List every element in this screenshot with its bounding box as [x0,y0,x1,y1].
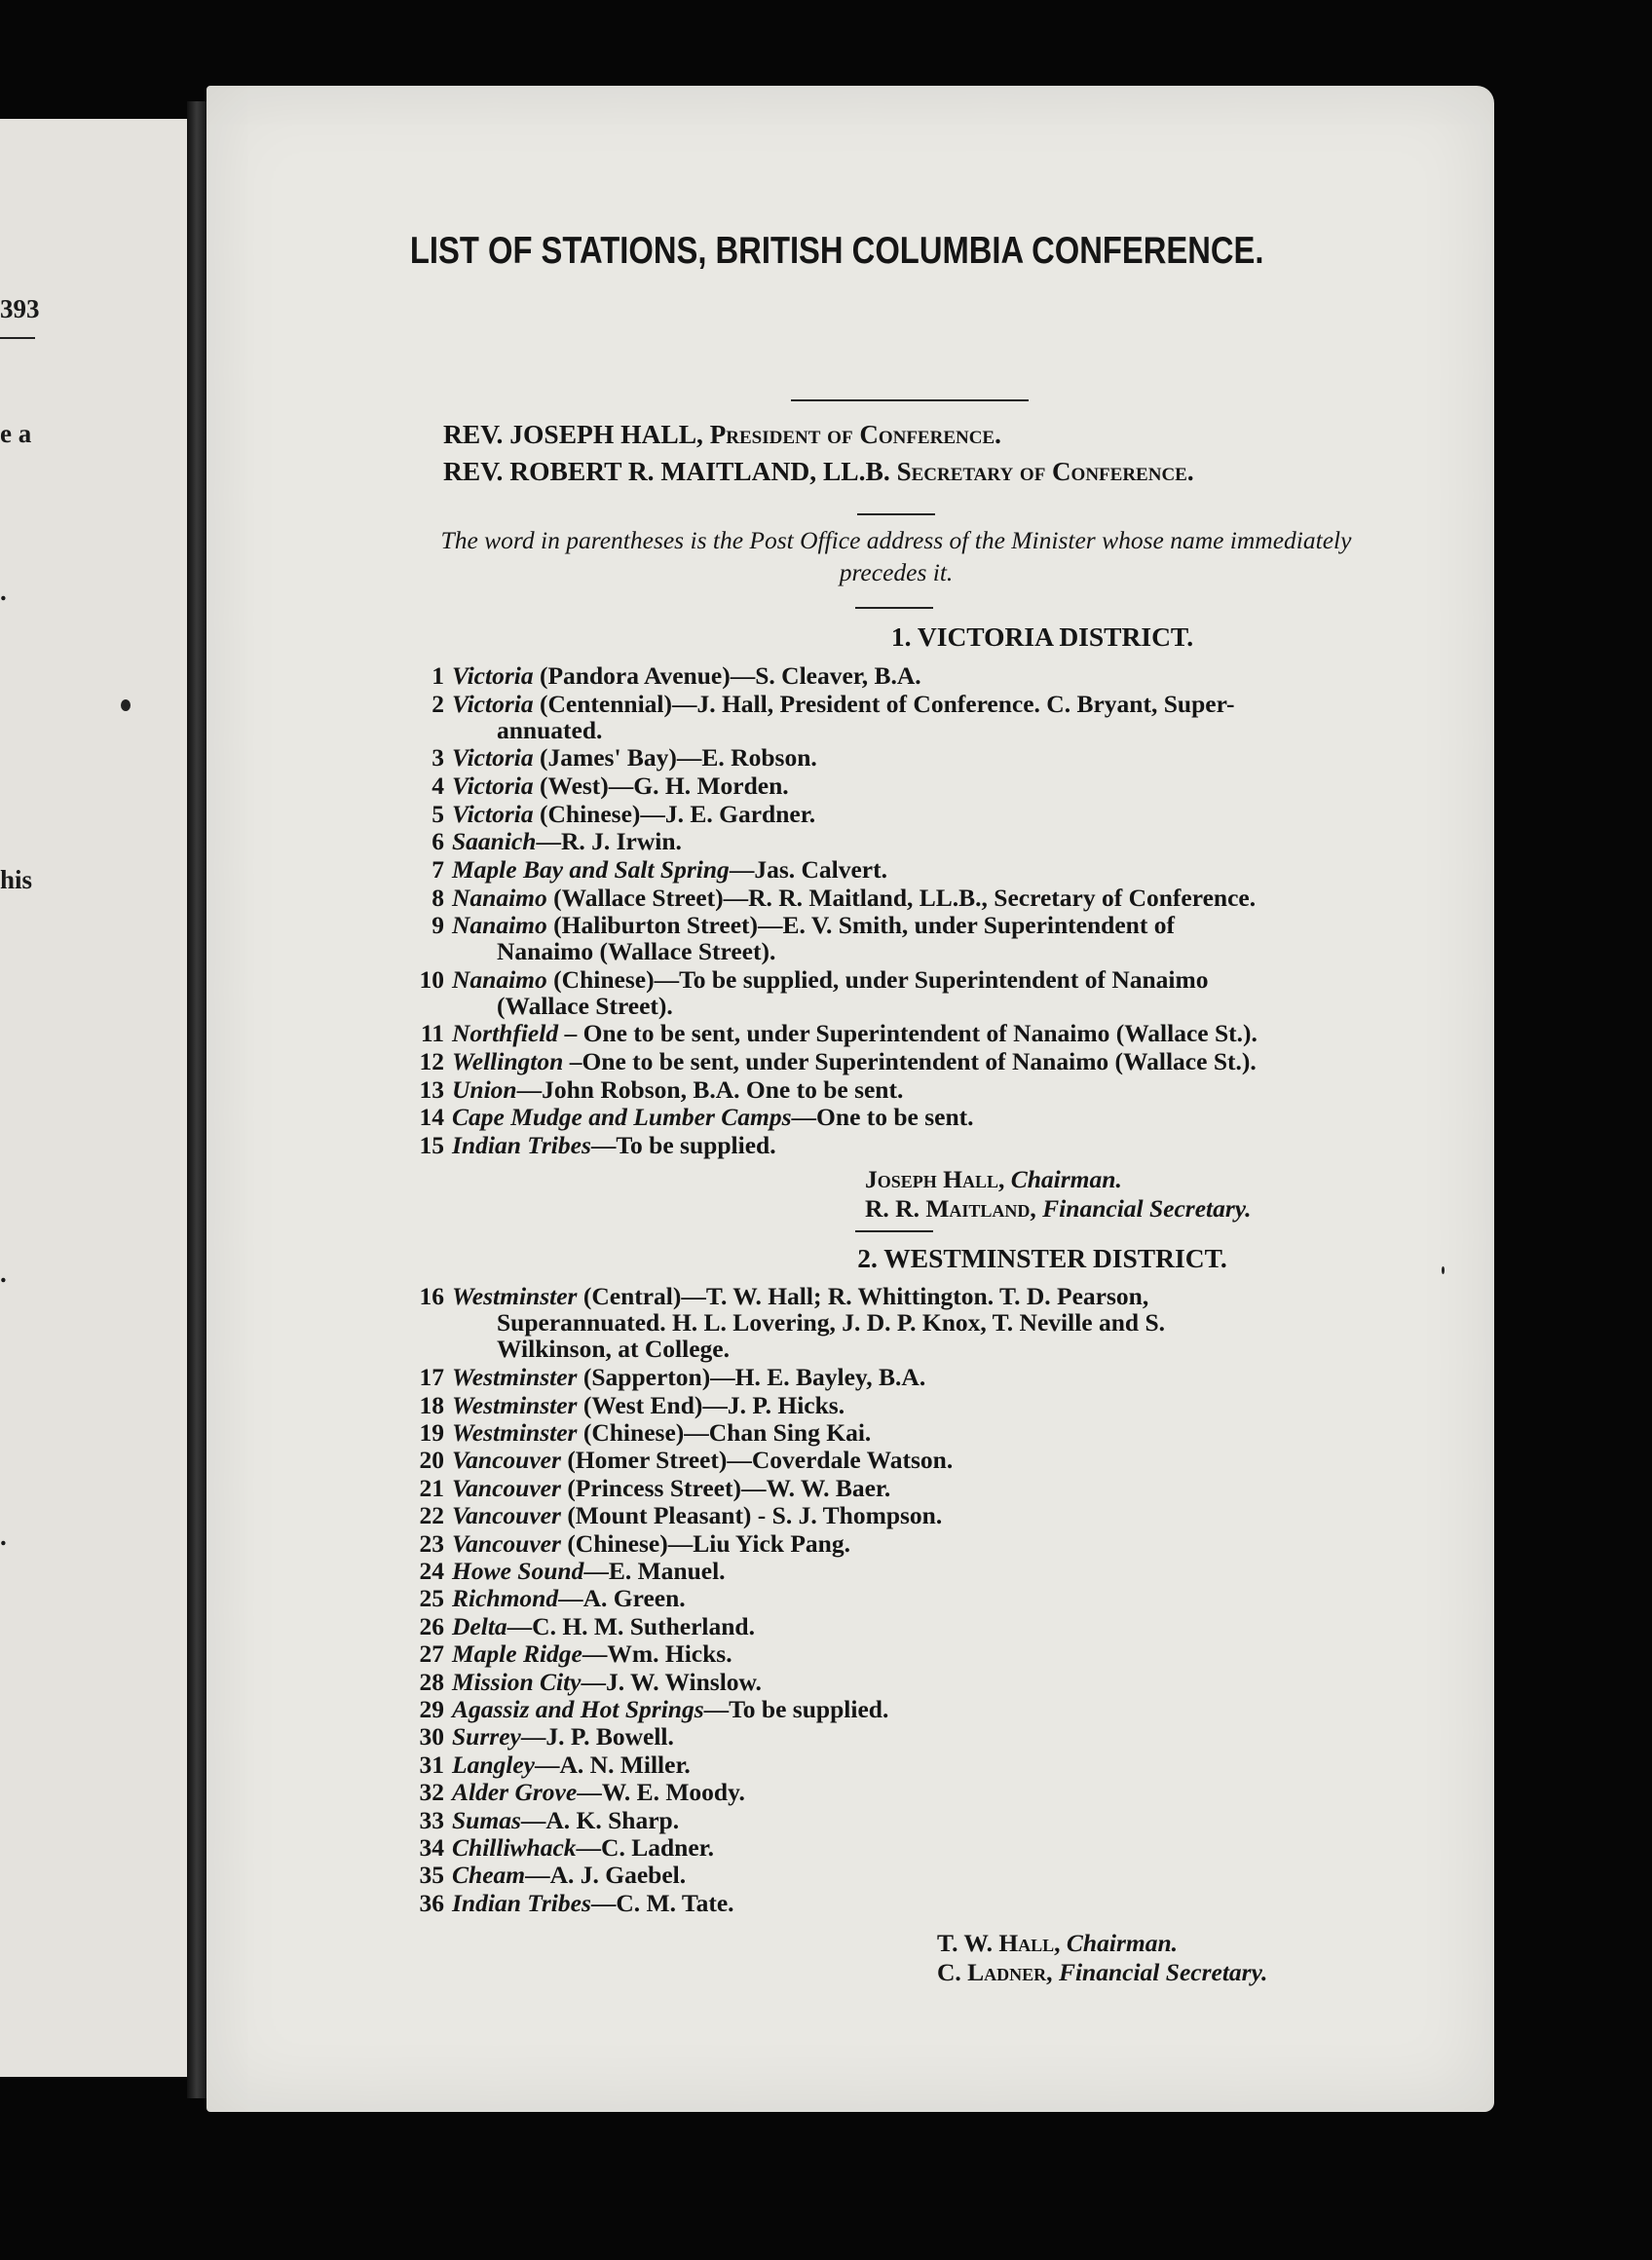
district-signature [865,1194,1252,1224]
station-number: 1 [432,661,444,690]
district-signature [937,1929,1178,1958]
left-fragment: . [0,1522,7,1551]
officer-role: President of Conference. [709,420,1001,449]
station-place: Cheam [452,1861,526,1890]
station-appointment: (Haliburton Street)—E. V. Smith, under Superintendent of [546,911,1175,940]
left-fragment: e a [0,419,32,448]
station-appointment: (Mount Pleasant) - S. J. Thompson. [560,1501,943,1530]
station-place: Maple Ridge [452,1639,582,1669]
signatory-title: Chairman. [1066,1929,1179,1957]
page-title: LIST OF STATIONS, BRITISH COLUMBIA CONFERENCE. [409,230,1264,272]
station-number: 2 [432,689,444,718]
station-place: Victoria [452,743,534,772]
station-place: Maple Bay and Salt Spring [452,854,730,884]
station-number: 9 [432,911,444,940]
station-row [399,1723,1373,1750]
station-row [399,1669,1373,1695]
station-row [399,662,1373,689]
station-appointment: (Princess Street)—W. W. Baer. [560,1473,891,1502]
station-appointment: —A. K. Sharp. [520,1805,680,1834]
station-place: Langley [452,1750,535,1779]
station-appointment: (Chinese)—Liu Yick Pang. [560,1528,850,1558]
station-appointment: –One to be sent, under Superintendent of Nanaimo (Wallace St.). [563,1046,1257,1075]
district-rule [855,1230,933,1232]
district-signature [865,1165,1122,1194]
station-number: 27 [419,1639,444,1669]
station-row [399,1779,1373,1805]
station-number: 36 [419,1888,444,1917]
station-continuation: annuated. [497,715,603,744]
station-continuation: (Wallace Street). [497,991,673,1020]
station-appointment: (West)—G. H. Morden. [533,771,789,800]
ink-speck [1442,1266,1445,1274]
station-number: 4 [432,771,444,800]
officer-role: Secretary of Conference. [896,457,1194,486]
station-number: 24 [419,1557,444,1585]
book-gutter [187,101,206,2098]
station-appointment: —Jas. Calvert. [729,854,887,884]
station-row [399,1020,1373,1046]
district-title: 2. WESTMINSTER DISTRICT. [857,1243,1227,1273]
station-place: Howe Sound [452,1557,584,1585]
station-place: Victoria [452,771,534,800]
left-fragment: his [0,865,33,894]
station-row [399,744,1373,771]
left-fragment: . [0,1259,7,1288]
station-row [399,1502,1373,1528]
station-appointment: —Wm. Hicks. [582,1639,732,1669]
district-signature [937,1958,1267,1987]
station-number: 33 [419,1805,444,1834]
station-appointment: —W. E. Moody. [577,1778,745,1807]
signatory-name: C. Ladner, [937,1958,1053,1986]
officer-name: REV. ROBERT R. MAITLAND, LL.B. [443,456,890,486]
station-appointment: – One to be sent, under Superintendent of Nanaimo (Wallace St.). [558,1019,1258,1048]
station-row [399,1696,1373,1722]
station-appointment: —A. Green. [558,1584,686,1613]
station-place: Vancouver [452,1501,561,1530]
station-continuation: Wilkinson, at College. [497,1335,730,1363]
left-fragment: . [0,577,7,606]
station-number: 14 [419,1103,444,1132]
ink-speck [121,699,131,711]
station-place: Cape Mudge and Lumber Camps [452,1103,792,1132]
station-place: Nanaimo [452,911,547,940]
station-place: Vancouver [452,1528,561,1558]
station-appointment: (Centennial)—J. Hall, President of Conference. C. Bryant, Super- [533,689,1235,718]
station-number: 7 [432,854,444,884]
station-place: Victoria [452,689,534,718]
station-row [399,1558,1373,1584]
station-number: 34 [419,1833,444,1862]
station-row [399,1752,1373,1778]
station-row [399,1076,1373,1103]
station-row [399,1048,1373,1074]
signatory-title: Chairman. [1010,1165,1122,1193]
station-appointment: —J. P. Bowell. [520,1722,674,1752]
station-row [399,1104,1373,1130]
signatory-name: R. R. Maitland, [865,1194,1036,1223]
station-place: Westminster [452,1418,578,1447]
left-page-number: 393 [0,294,40,323]
station-row [399,1807,1373,1833]
station-number: 10 [419,964,444,994]
officer-president [443,419,1001,450]
left-facing-page [0,119,190,2077]
station-place: Vancouver [452,1473,561,1502]
station-appointment: (Chinese)—Chan Sing Kai. [577,1418,872,1447]
station-appointment: —To be supplied. [703,1695,889,1723]
station-number: 20 [419,1446,444,1475]
station-continuation: Nanaimo (Wallace Street). [497,937,776,966]
station-appointment: —R. J. Irwin. [536,827,682,856]
station-place: Surrey [452,1722,521,1752]
station-row [399,912,1373,964]
station-appointment: (Pandora Avenue)—S. Cleaver, B.A. [533,661,921,690]
signatory-title: Financial Secretary. [1042,1194,1252,1223]
station-row [399,1447,1373,1473]
station-number: 17 [419,1363,444,1392]
station-row [399,1585,1373,1611]
station-number: 26 [419,1611,444,1640]
station-row [399,801,1373,827]
station-appointment: (Wallace Street)—R. R. Maitland, LL.B., Secretary of Conference. [546,883,1257,912]
station-place: Richmond [452,1584,559,1613]
station-number: 8 [432,883,444,912]
station-number: 21 [419,1473,444,1502]
station-place: Delta [452,1611,507,1640]
station-appointment: —J. W. Winslow. [581,1667,762,1696]
station-number: 16 [419,1282,444,1310]
station-row [399,1392,1373,1418]
station-number: 22 [419,1501,444,1530]
station-number: 29 [419,1695,444,1723]
station-number: 28 [419,1667,444,1696]
station-number: 35 [419,1861,444,1890]
station-appointment: —C. H. M. Sutherland. [507,1611,755,1640]
station-row [399,856,1373,883]
station-place: Westminster [452,1363,578,1392]
officer-secretary [443,456,1194,487]
station-row [399,1890,1373,1916]
station-appointment: (Homer Street)—Coverdale Watson. [560,1446,954,1475]
title-rule [791,399,1029,401]
station-row [399,1364,1373,1390]
station-continuation: Superannuated. H. L. Lovering, J. D. P. Knox, T. Neville and S. [497,1308,1166,1337]
station-appointment: (Sapperton)—H. E. Bayley, B.A. [577,1363,926,1392]
station-place: Indian Tribes [452,1888,591,1917]
station-row [399,691,1373,743]
station-appointment: —A. J. Gaebel. [525,1861,687,1890]
station-number: 30 [419,1722,444,1752]
station-place: Indian Tribes [452,1130,591,1159]
station-row [399,1475,1373,1501]
station-number: 31 [419,1750,444,1779]
station-place: Saanich [452,827,537,856]
station-place: Mission City [452,1667,582,1696]
station-appointment: (Chinese)—J. E. Gardner. [533,799,816,828]
station-appointment: (West End)—J. P. Hicks. [577,1390,845,1419]
station-number: 12 [419,1046,444,1075]
officers-rule [857,513,935,515]
station-appointment: (Central)—T. W. Hall; R. Whittington. T. D. Pearson, [577,1282,1149,1310]
station-appointment: —John Robson, B.A. One to be sent. [516,1074,904,1104]
station-number: 32 [419,1778,444,1807]
note-rule [855,607,933,609]
station-appointment: —C. M. Tate. [590,1888,734,1917]
station-place: Westminster [452,1390,578,1419]
station-number: 18 [419,1390,444,1419]
station-place: Vancouver [452,1446,561,1475]
address-note: The word in parentheses is the Post Office address of the Minister whose name immediately precedes it. [440,526,1352,586]
station-place: Wellington [452,1046,564,1075]
station-appointment: —One to be sent. [791,1103,974,1132]
station-row [399,1862,1373,1888]
station-row [399,1640,1373,1667]
station-place: Northfield [452,1019,559,1048]
signatory-name: Joseph Hall, [865,1165,1005,1193]
station-number: 6 [432,827,444,856]
station-place: Alder Grove [452,1778,578,1807]
station-row [399,1419,1373,1446]
station-place: Chilliwhack [452,1833,577,1862]
station-row [399,1613,1373,1639]
district-title: 1. VICTORIA DISTRICT. [890,622,1194,652]
station-number: 11 [420,1019,444,1048]
station-place: Westminster [452,1282,578,1310]
station-place: Sumas [452,1805,521,1834]
station-row [399,1834,1373,1861]
station-appointment: (Chinese)—To be supplied, under Superintendent of Nanaimo [546,964,1209,994]
station-number: 23 [419,1528,444,1558]
station-appointment: —E. Manuel. [583,1557,726,1585]
station-place: Nanaimo [452,883,547,912]
station-row [399,828,1373,854]
station-appointment: —A. N. Miller. [534,1750,691,1779]
station-appointment: —C. Ladner. [576,1833,715,1862]
station-row [399,885,1373,911]
station-row [399,772,1373,799]
station-row [399,966,1373,1019]
station-number: 5 [432,799,444,828]
signatory-title: Financial Secretary. [1058,1958,1268,1986]
signatory-name: T. W. Hall, [937,1929,1061,1957]
station-place: Nanaimo [452,964,547,994]
station-appointment: (James' Bay)—E. Robson. [533,743,817,772]
station-number: 13 [419,1074,444,1104]
station-row [399,1530,1373,1557]
station-row [399,1132,1373,1158]
station-number: 3 [432,743,444,772]
station-place: Agassiz and Hot Springs [452,1695,704,1723]
station-appointment: —To be supplied. [590,1130,776,1159]
station-number: 15 [419,1130,444,1159]
officer-name: REV. JOSEPH HALL, [443,419,703,449]
station-place: Union [452,1074,517,1104]
left-page-rule [0,337,35,339]
station-place: Victoria [452,799,534,828]
station-number: 25 [419,1584,444,1613]
station-row [399,1283,1373,1362]
station-number: 19 [419,1418,444,1447]
station-place: Victoria [452,661,534,690]
